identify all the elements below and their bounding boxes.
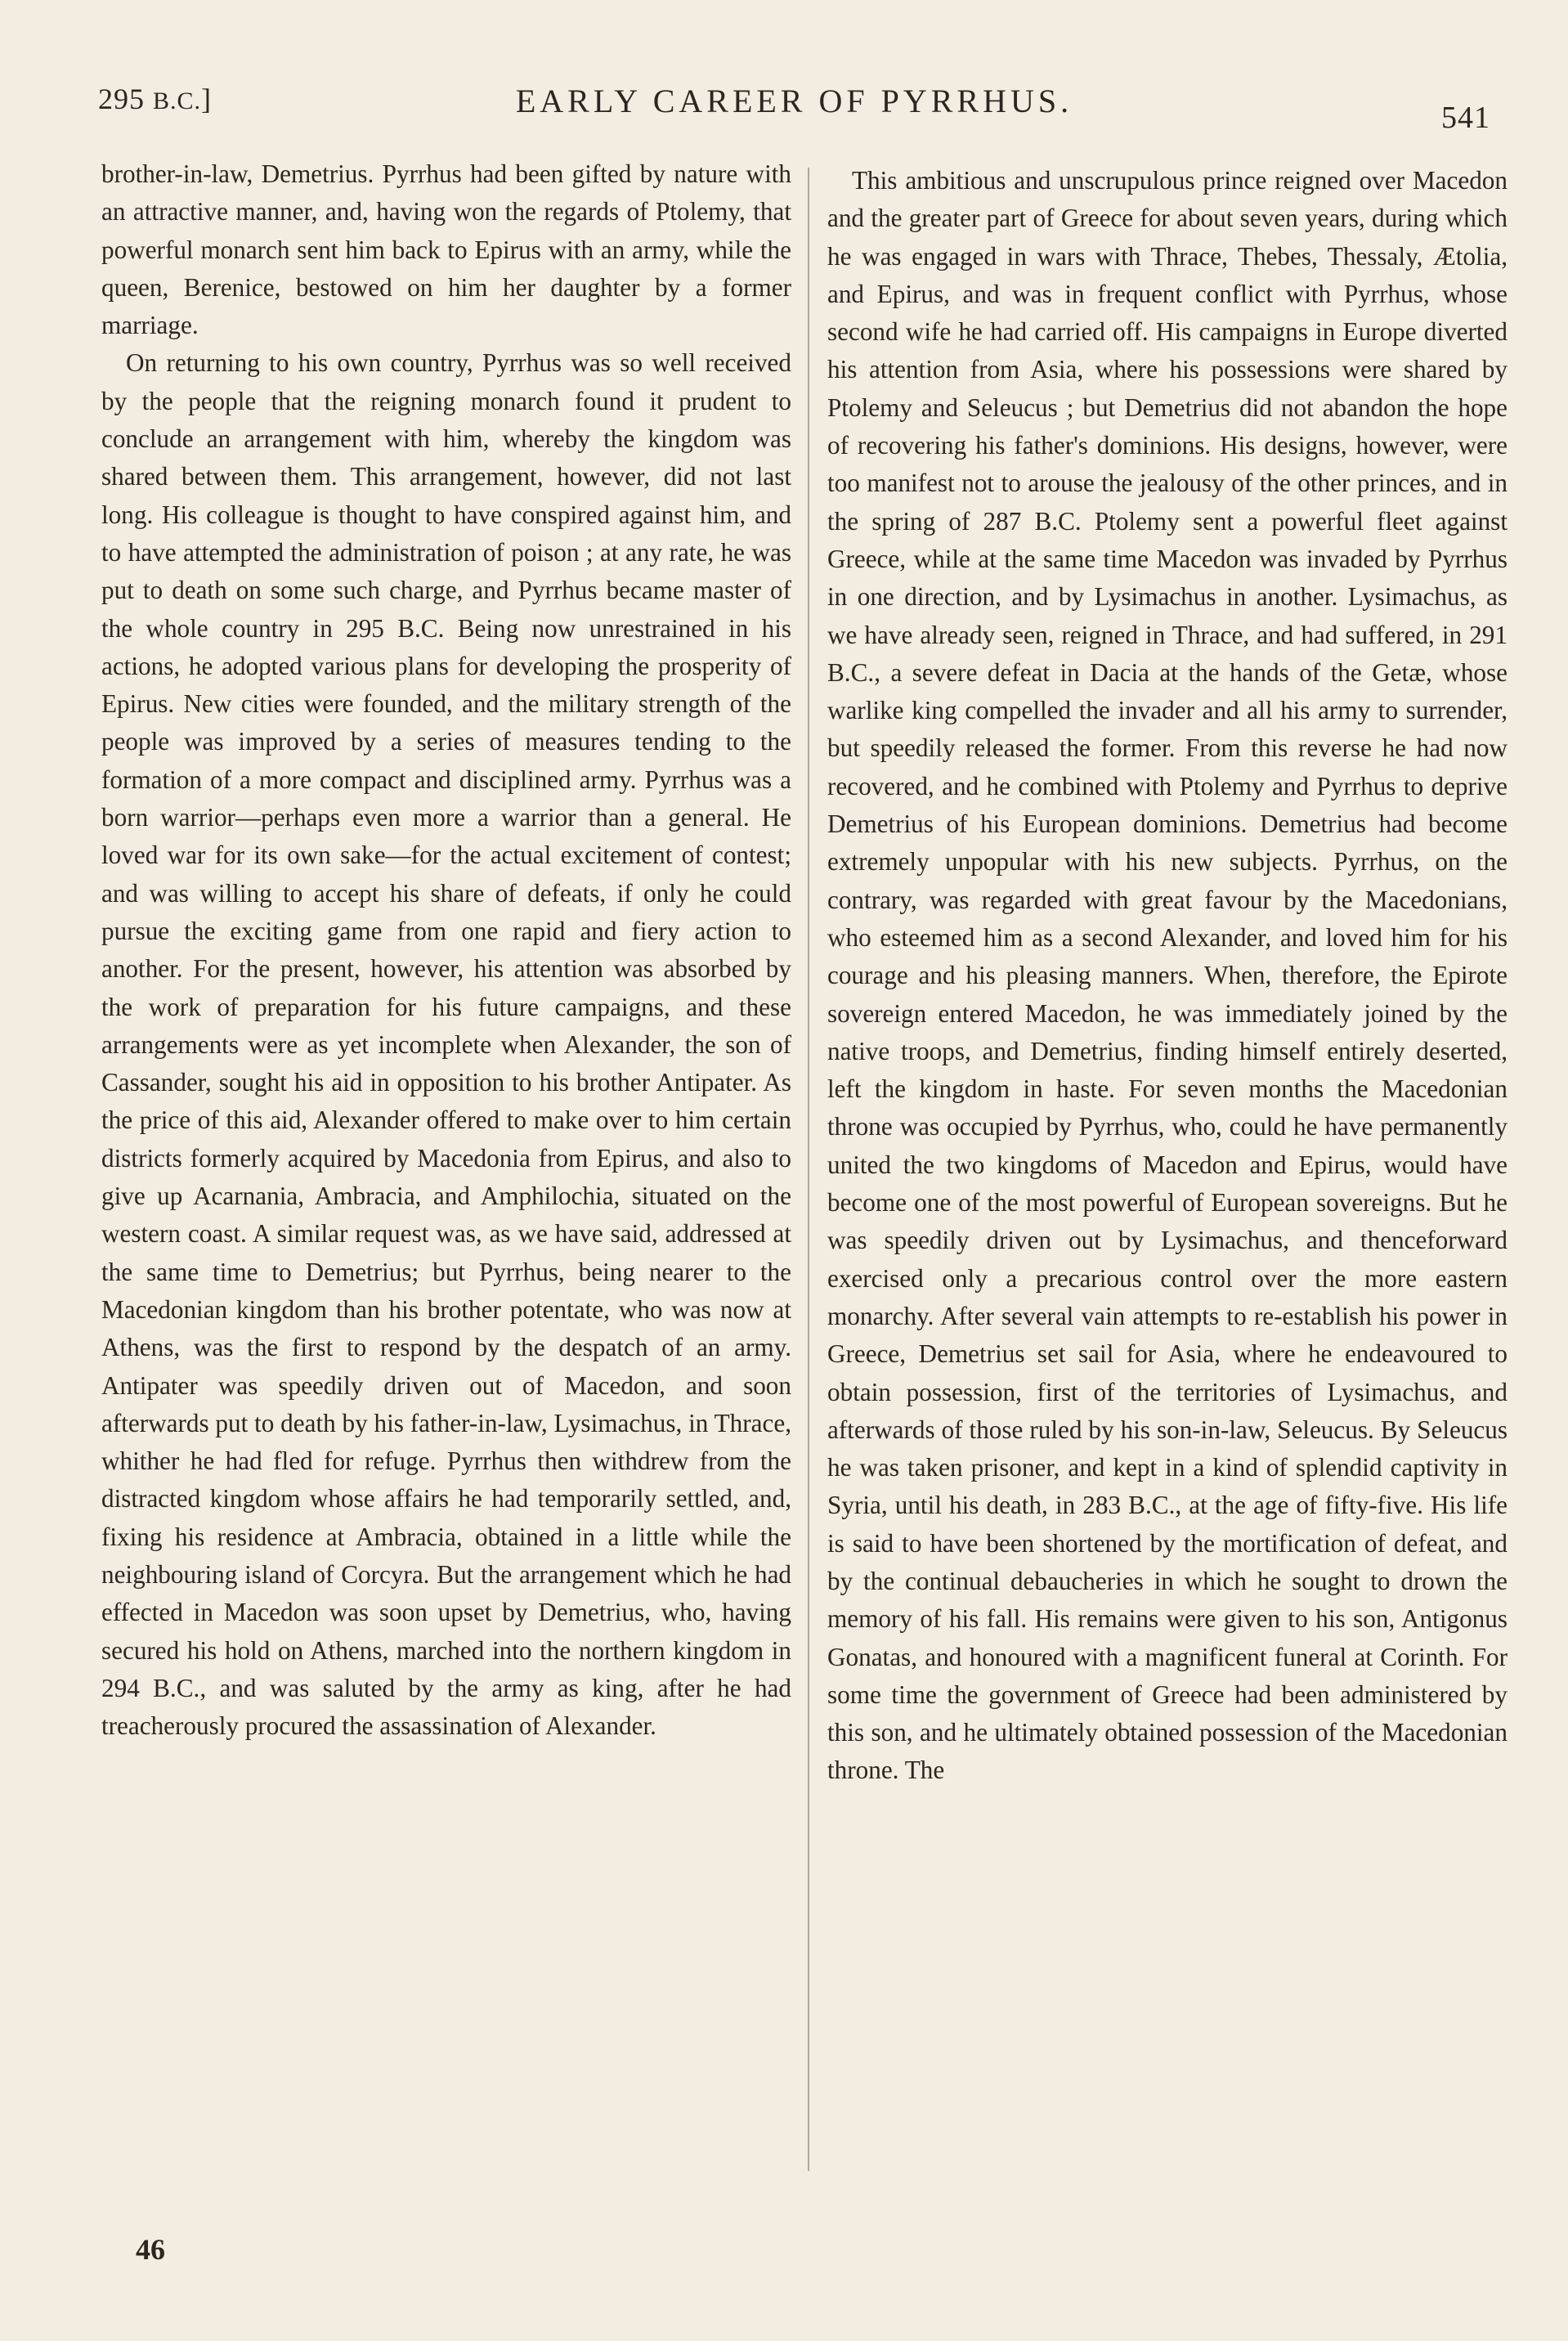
left-column [101, 155, 791, 1745]
running-head-bracket: ] [201, 83, 213, 115]
left-paragraph-2: On returning to his own country, Pyrrhus was so well received by the people that the reigning monarch found it prudent to conclude an arrangement with him, whereby the kingdom was shared between them. This arrangement, however, did not last long. His colleague is thought to have conspired against him, and to have attempted the administration of poison ; at any rate, he was put to death on some such charge, and Pyrrhus became master of the whole country in 295 B.C. Being now unrestrained in his actions, he adopted various plans for developing the prosperity of Epirus. New cities were founded, and the military strength of the people was improved by a series of measures tending to the formation of a more compact and disciplined army. Pyrrhus was a born warrior—perhaps even more a warrior than a general. He loved war for its own sake—for the actual excitement of contest; and was willing to accept his share of defeats, if only he could pursue the exciting game from one rapid and fiery action to another. For the present, however, his attention was absorbed by the work of preparation for his future campaigns, and these arrangements were as yet incomplete when Alexander, the son of Cassander, sought his aid in opposition to his brother Antipater. As the price of this aid, Alexander offered to make over to him certain districts formerly acquired by Macedonia from Epirus, and also to give up Acarnania, Ambracia, and Amphilochia, situated on the western coast. A similar request was, as we have said, addressed at the same time to Demetrius; but Pyrrhus, being nearer to the Macedonian kingdom than his brother potentate, who was now at Athens, was the first to respond by the despatch of an army. Antipater was speedily driven out of Macedon, and soon afterwards put to death by his father-in-law, Lysimachus, in Thrace, whither he had fled for refuge. Pyrrhus then withdrew from the distracted kingdom whose affairs he had temporarily settled, and, fixing his residence at Ambracia, obtained in a little while the neighbouring island of Corcyra. But the arrangement which he had effected in Macedon was soon upset by Demetrius, who, having secured his hold on Athens, marched into the northern kingdom in 294 B.C., and was saluted by the army as king, after he had treacherously procured the assassination of Alexander. [101, 348, 791, 1741]
left-paragraph-1: brother-in-law, Demetrius. Pyrrhus had been gifted by nature with an attractive manner, and, having won the regards of Ptolemy, that powerful monarch sent him back to Epirus with an army, while the queen, Berenice, bestowed on him her daughter by a former marriage. [101, 159, 791, 340]
signature-folio: 46 [136, 2233, 165, 2266]
right-column [827, 162, 1508, 1790]
page-number: 541 [1441, 101, 1490, 135]
running-head [98, 82, 1490, 135]
right-paragraph-1: This ambitious and unscrupulous prince reigned over Macedon and the greater part of Greece for about seven years, during which he was engaged in wars with Thrace, Thebes, Thessaly, Ætolia, and Epirus, and was in frequent conflict with Pyrrhus, whose second wife he had carried off. His campaigns in Europe diverted his attention from Asia, where his possessions were shared by Ptolemy and Seleucus ; but Demetrius did not abandon the hope of recovering his father's dominions. His designs, however, were too manifest not to arouse the jealousy of the other princes, and in the spring of 287 B.C. Ptolemy sent a powerful fleet against Greece, while at the same time Macedon was invaded by Pyrrhus in one direction, and by Lysimachus in another. Lysimachus, as we have already seen, reigned in Thrace, and had suffered, in 291 B.C., a severe defeat in Dacia at the hands of the Getæ, whose warlike king compelled the invader and all his army to surrender, but speedily released the former. From this reverse he had now recovered, and he combined with Ptolemy and Pyrrhus to deprive Demetrius of his European dominions. Demetrius had become extremely unpopular with his new subjects. Pyrrhus, on the contrary, was regarded with great favour by the Macedonians, who esteemed him as a second Alexander, and loved him for his courage and his pleasing manners. When, therefore, the Epirote sovereign entered Macedon, he was immediately joined by the native troops, and Demetrius, finding himself entirely deserted, left the kingdom in haste. For seven months the Macedonian throne was occupied by Pyrrhus, who, could he have permanently united the two kingdoms of Macedon and Epirus, would have become one of the most powerful of European sovereigns. But he was speedily driven out by Lysimachus, and thenceforward exercised only a precarious control over the more eastern monarchy. After several vain attempts to re-establish his power in Greece, Demetrius set sail for Asia, where he endeavoured to obtain possession, first of the territories of Lysimachus, and afterwards of those ruled by his son-in-law, Seleucus. By Seleucus he was taken prisoner, and kept in a kind of splendid captivity in Syria, until his death, in 283 B.C., at the age of fifty-five. His life is said to have been shortened by the mortification of defeat, and by the continual debaucheries in which he sought to drown the memory of his fall. His remains were given to his son, Antigonus Gonatas, and honoured with a magnificent funeral at Corinth. For some time the government of Greece had been administered by this son, and he ultimately obtained possession of the Macedonian throne. The [827, 166, 1508, 1785]
running-head-title: EARLY CAREER OF PYRRHUS. [515, 83, 1073, 119]
running-head-era: B.C. [153, 87, 202, 114]
running-head-year: 295 [98, 83, 145, 115]
column-divider [808, 168, 809, 2171]
